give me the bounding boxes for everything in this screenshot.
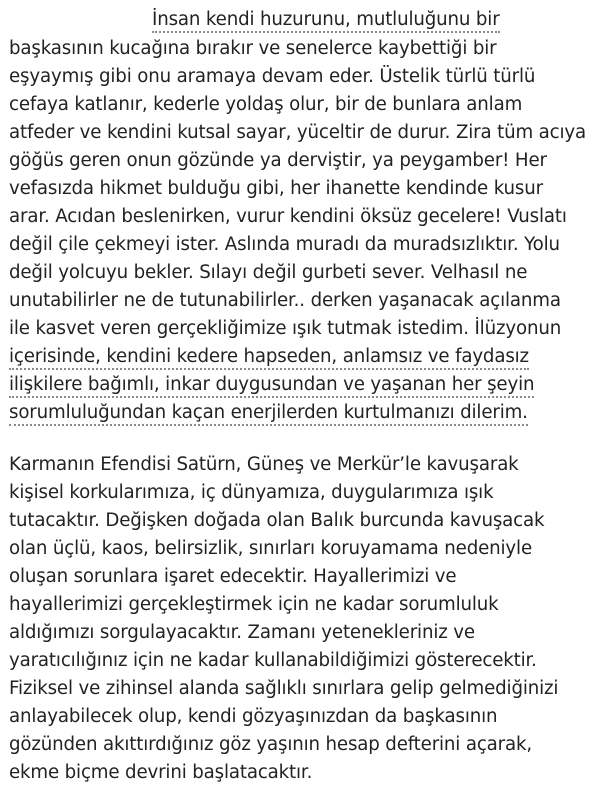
text-line: başkasının kucağına bırakır ve senelerce kaybettiği bir	[9, 38, 497, 59]
text-line: unutabilirler ne de tutunabilirler.. derken yaşanacak açılanma	[9, 290, 561, 311]
text-line: yaratıcılığınız için ne kadar kullanabildiğimizi gösterecektir.	[9, 650, 537, 671]
text-line: arar. Acıdan beslenirken, vurur kendini öksüz gecelere! Vuslatı	[9, 206, 567, 227]
text-line: değil yolcuyu bekler. Sılayı değil gurbeti sever. Velhasıl ne	[9, 262, 528, 283]
text-line: tutacaktır. Değişken doğada olan Balık burcunda kavuşacak	[9, 510, 545, 531]
text-line: sorumluluğundan kaçan enerjilerden kurtulmanızı dilerim.	[9, 402, 528, 426]
text-line: anlayabilecek olup, kendi gözyaşınızdan da başkasının	[9, 706, 498, 727]
text-line: hayallerimizi gerçekleştirmek için ne kadar sorumluluk	[9, 594, 499, 615]
text-line: olan üçlü, kaos, belirsizlik, sınırları koruyamama nedeniyle	[9, 538, 532, 559]
text-line: kişisel korkularımıza, iç dünyamıza, duygularımıza ışık	[9, 482, 494, 503]
text-line: cefaya katlanır, kederle yoldaş olur, bir de bunlara anlam	[9, 94, 523, 115]
text-line: içerisinde, kendini kedere hapseden, anlamsız ve faydasız	[9, 346, 529, 370]
text-line: göğüs geren onun gözünde ya dervişti̇r, ya peygamber! Her	[9, 150, 547, 171]
text-line: İnsan kendi huzurunu, mutluluğunu bir	[152, 9, 500, 33]
text-line: vefasızda hikmet bulduğu gibi, her ihanette kendinde kusur	[9, 178, 543, 199]
text-line: atfeder ve kendini kutsal sayar, yüceltir de durur. Zira tüm acıya	[9, 122, 587, 143]
text-line: eşyaymış gibi onu aramaya devam eder. Üstelik türlü türlü	[9, 66, 536, 87]
text-line: aldığımızı sorgulayacaktır. Zamanı yetenekleriniz ve	[9, 622, 475, 643]
text-line: Karmanın Efendisi Satürn, Güneş ve Merkür’le kavuşarak	[9, 454, 519, 475]
text-line: değil çile çekmeyi ister. Aslında muradı da muradsızlıktır. Yolu	[9, 234, 560, 255]
text-line: ilişkilere bağımlı, inkar duygusundan ve yaşanan her şeyin	[9, 374, 534, 398]
text-line: gözünden akıttırdığınız göz yaşının hesap defterini açarak,	[9, 734, 533, 755]
text-line: oluşan sorunlara işaret edecektir. Hayallerimizi ve	[9, 566, 457, 587]
text-line: ekme biçme devrini başlatacaktır.	[9, 762, 313, 783]
text-line: ile kasvet veren gerçekliğimize ışık tutmak istedim. İlüzyonun	[9, 318, 562, 339]
text-line: Fiziksel ve zihinsel alanda sağlıklı sınırlara gelip gelmediğinizi	[9, 678, 559, 699]
